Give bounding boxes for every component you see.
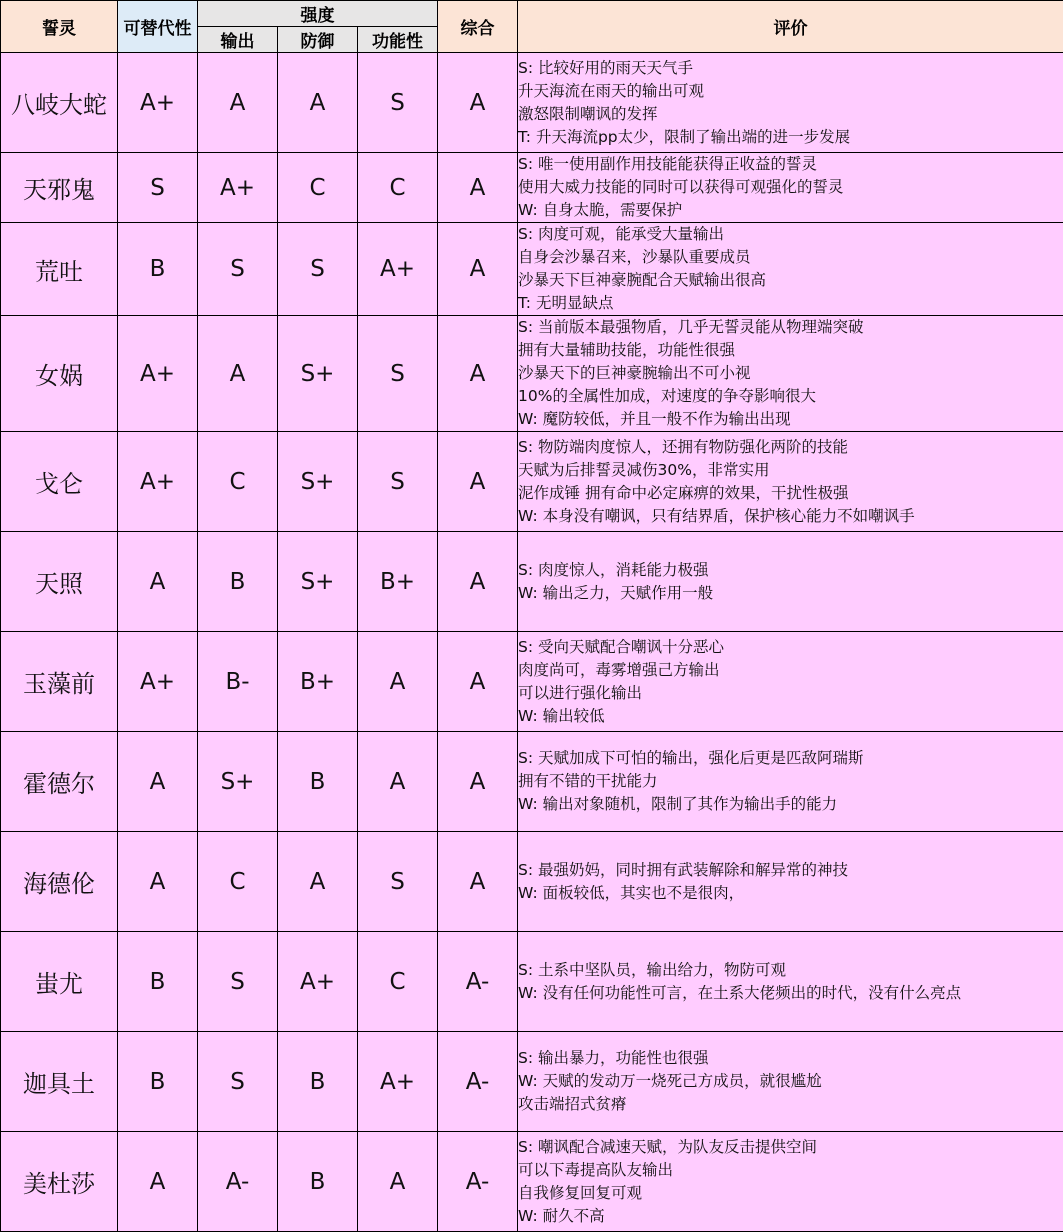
evaluation-line: 可以进行强化输出 [518, 682, 1063, 705]
evaluation-line: S: 土系中坚队员，输出给力，物防可观 [518, 959, 1063, 982]
replaceability-grade: A+ [118, 316, 198, 432]
spirit-name: 玉藻前 [1, 632, 118, 732]
evaluation-line: W: 输出乏力，天赋作用一般 [518, 582, 1063, 605]
evaluation-cell [518, 153, 1063, 223]
spirit-name: 天邪鬼 [1, 153, 118, 223]
functionality-grade: A+ [358, 1032, 438, 1132]
defense-grade: B [278, 732, 358, 832]
spirit-name: 美杜莎 [1, 1132, 118, 1232]
output-grade: C [198, 832, 278, 932]
overall-grade: A- [438, 1032, 518, 1132]
evaluation-cell [518, 632, 1063, 732]
output-grade: B- [198, 632, 278, 732]
output-grade: A- [198, 1132, 278, 1232]
table-row [1, 732, 1063, 832]
spirit-name: 天照 [1, 532, 118, 632]
evaluation-cell [518, 932, 1063, 1032]
evaluation-line: 自我修复回复可观 [518, 1182, 1063, 1205]
functionality-grade: A [358, 632, 438, 732]
defense-grade: S+ [278, 532, 358, 632]
table-row [1, 153, 1063, 223]
evaluation-line: T: 升天海流pp太少，限制了输出端的进一步发展 [518, 126, 1063, 149]
evaluation-line: W: 面板较低，其实也不是很肉， [518, 882, 1063, 905]
evaluation-line: 自身会沙暴召来，沙暴队重要成员 [518, 246, 1063, 269]
tier-body [1, 53, 1063, 1232]
evaluation-line: W: 天赋的发动万一烧死己方成员，就很尴尬 [518, 1070, 1063, 1093]
functionality-grade: A+ [358, 223, 438, 316]
evaluation-line: S: 肉度惊人，消耗能力极强 [518, 559, 1063, 582]
defense-grade: A+ [278, 932, 358, 1032]
table-row [1, 1032, 1063, 1132]
replaceability-grade: B [118, 223, 198, 316]
evaluation-cell [518, 532, 1063, 632]
evaluation-line: 沙暴天下巨神豪腕配合天赋输出很高 [518, 269, 1063, 292]
evaluation-line: S: 物防端肉度惊人，还拥有物防强化两阶的技能 [518, 436, 1063, 459]
evaluation-line: 拥有不错的干扰能力 [518, 770, 1063, 793]
replaceability-grade: A [118, 732, 198, 832]
functionality-grade: S [358, 832, 438, 932]
spirit-name: 迦具土 [1, 1032, 118, 1132]
output-grade: B [198, 532, 278, 632]
evaluation-line: W: 输出对象随机，限制了其作为输出手的能力 [518, 793, 1063, 816]
table-row [1, 316, 1063, 432]
functionality-grade: S [358, 432, 438, 532]
header-functionality: 功能性 [358, 27, 438, 53]
evaluation-line: W: 耐久不高 [518, 1205, 1063, 1228]
replaceability-grade: B [118, 1032, 198, 1132]
table-row [1, 432, 1063, 532]
header-spirit: 誓灵 [1, 1, 118, 53]
evaluation-line: 攻击端招式贫瘠 [518, 1093, 1063, 1116]
overall-grade: A- [438, 1132, 518, 1232]
header-strength: 强度 [198, 1, 438, 27]
defense-grade: A [278, 832, 358, 932]
spirit-name: 海德伦 [1, 832, 118, 932]
replaceability-grade: A+ [118, 632, 198, 732]
evaluation-line: 天赋为后排誓灵减伤30%，非常实用 [518, 459, 1063, 482]
evaluation-line: S: 输出暴力，功能性也很强 [518, 1047, 1063, 1070]
overall-grade: A [438, 53, 518, 153]
evaluation-line: S: 嘲讽配合减速天赋，为队友反击提供空间 [518, 1136, 1063, 1159]
functionality-grade: C [358, 932, 438, 1032]
output-grade: C [198, 432, 278, 532]
functionality-grade: A [358, 732, 438, 832]
evaluation-cell [518, 53, 1063, 153]
header-defense: 防御 [278, 27, 358, 53]
evaluation-line: W: 输出较低 [518, 705, 1063, 728]
output-grade: S [198, 1032, 278, 1132]
evaluation-cell [518, 223, 1063, 316]
table-row [1, 223, 1063, 316]
output-grade: S+ [198, 732, 278, 832]
overall-grade: A [438, 732, 518, 832]
replaceability-grade: A [118, 832, 198, 932]
output-grade: A [198, 316, 278, 432]
table-row [1, 632, 1063, 732]
spirit-name: 八岐大蛇 [1, 53, 118, 153]
replaceability-grade: B [118, 932, 198, 1032]
defense-grade: S+ [278, 432, 358, 532]
table-row [1, 532, 1063, 632]
table-row [1, 53, 1063, 153]
defense-grade: B [278, 1132, 358, 1232]
evaluation-line: 激怒限制嘲讽的发挥 [518, 103, 1063, 126]
output-grade: S [198, 932, 278, 1032]
evaluation-line: T: 无明显缺点 [518, 292, 1063, 315]
evaluation-line: S: 肉度可观，能承受大量输出 [518, 223, 1063, 246]
table-row [1, 932, 1063, 1032]
evaluation-cell [518, 732, 1063, 832]
table-row [1, 832, 1063, 932]
functionality-grade: C [358, 153, 438, 223]
overall-grade: A- [438, 932, 518, 1032]
evaluation-line: W: 自身太脆，需要保护 [518, 199, 1063, 222]
defense-grade: B [278, 1032, 358, 1132]
evaluation-cell [518, 832, 1063, 932]
overall-grade: A [438, 432, 518, 532]
defense-grade: S [278, 223, 358, 316]
overall-grade: A [438, 632, 518, 732]
overall-grade: A [438, 832, 518, 932]
output-grade: S [198, 223, 278, 316]
replaceability-grade: A+ [118, 53, 198, 153]
spirit-name: 荒吐 [1, 223, 118, 316]
evaluation-line: S: 受向天赋配合嘲讽十分恶心 [518, 636, 1063, 659]
evaluation-cell [518, 1032, 1063, 1132]
functionality-grade: B+ [358, 532, 438, 632]
defense-grade: A [278, 53, 358, 153]
replaceability-grade: S [118, 153, 198, 223]
spirit-name: 女娲 [1, 316, 118, 432]
defense-grade: S+ [278, 316, 358, 432]
overall-grade: A [438, 153, 518, 223]
functionality-grade: S [358, 53, 438, 153]
replaceability-grade: A [118, 532, 198, 632]
evaluation-line: 升天海流在雨天的输出可观 [518, 80, 1063, 103]
evaluation-line: 泥作成锤 拥有命中必定麻痹的效果，干扰性极强 [518, 482, 1063, 505]
spirit-name: 戈仑 [1, 432, 118, 532]
header-replaceability: 可替代性 [118, 1, 198, 53]
spirit-name: 蚩尤 [1, 932, 118, 1032]
evaluation-line: 拥有大量辅助技能，功能性很强 [518, 339, 1063, 362]
evaluation-line: W: 本身没有嘲讽，只有结界盾，保护核心能力不如嘲讽手 [518, 505, 1063, 528]
overall-grade: A [438, 223, 518, 316]
replaceability-grade: A [118, 1132, 198, 1232]
spirit-name: 霍德尔 [1, 732, 118, 832]
evaluation-line: S: 唯一使用副作用技能能获得正收益的誓灵 [518, 153, 1063, 176]
functionality-grade: A [358, 1132, 438, 1232]
table-row [1, 1132, 1063, 1232]
overall-grade: A [438, 316, 518, 432]
functionality-grade: S [358, 316, 438, 432]
header-row-1 [1, 1, 1063, 27]
header-overall: 综合 [438, 1, 518, 53]
evaluation-line: 10%的全属性加成，对速度的争夺影响很大 [518, 385, 1063, 408]
header-output: 输出 [198, 27, 278, 53]
header-evaluation: 评价 [518, 1, 1063, 53]
replaceability-grade: A+ [118, 432, 198, 532]
evaluation-line: S: 比较好用的雨天天气手 [518, 57, 1063, 80]
evaluation-line: S: 最强奶妈，同时拥有武装解除和解异常的神技 [518, 859, 1063, 882]
evaluation-line: 可以下毒提高队友输出 [518, 1159, 1063, 1182]
evaluation-line: S: 当前版本最强物盾，几乎无誓灵能从物理端突破 [518, 316, 1063, 339]
evaluation-line: 肉度尚可，毒雾增强己方输出 [518, 659, 1063, 682]
evaluation-cell [518, 316, 1063, 432]
evaluation-cell [518, 1132, 1063, 1232]
evaluation-line: 沙暴天下的巨神豪腕输出不可小视 [518, 362, 1063, 385]
evaluation-line: W: 魔防较低，并且一般不作为输出出现 [518, 408, 1063, 431]
overall-grade: A [438, 532, 518, 632]
evaluation-line: W: 没有任何功能性可言，在土系大佬频出的时代，没有什么亮点 [518, 982, 1063, 1005]
defense-grade: B+ [278, 632, 358, 732]
output-grade: A+ [198, 153, 278, 223]
evaluation-line: S: 天赋加成下可怕的输出，强化后更是匹敌阿瑞斯 [518, 747, 1063, 770]
evaluation-cell [518, 432, 1063, 532]
defense-grade: C [278, 153, 358, 223]
output-grade: A [198, 53, 278, 153]
evaluation-line: 使用大威力技能的同时可以获得可观强化的誓灵 [518, 176, 1063, 199]
